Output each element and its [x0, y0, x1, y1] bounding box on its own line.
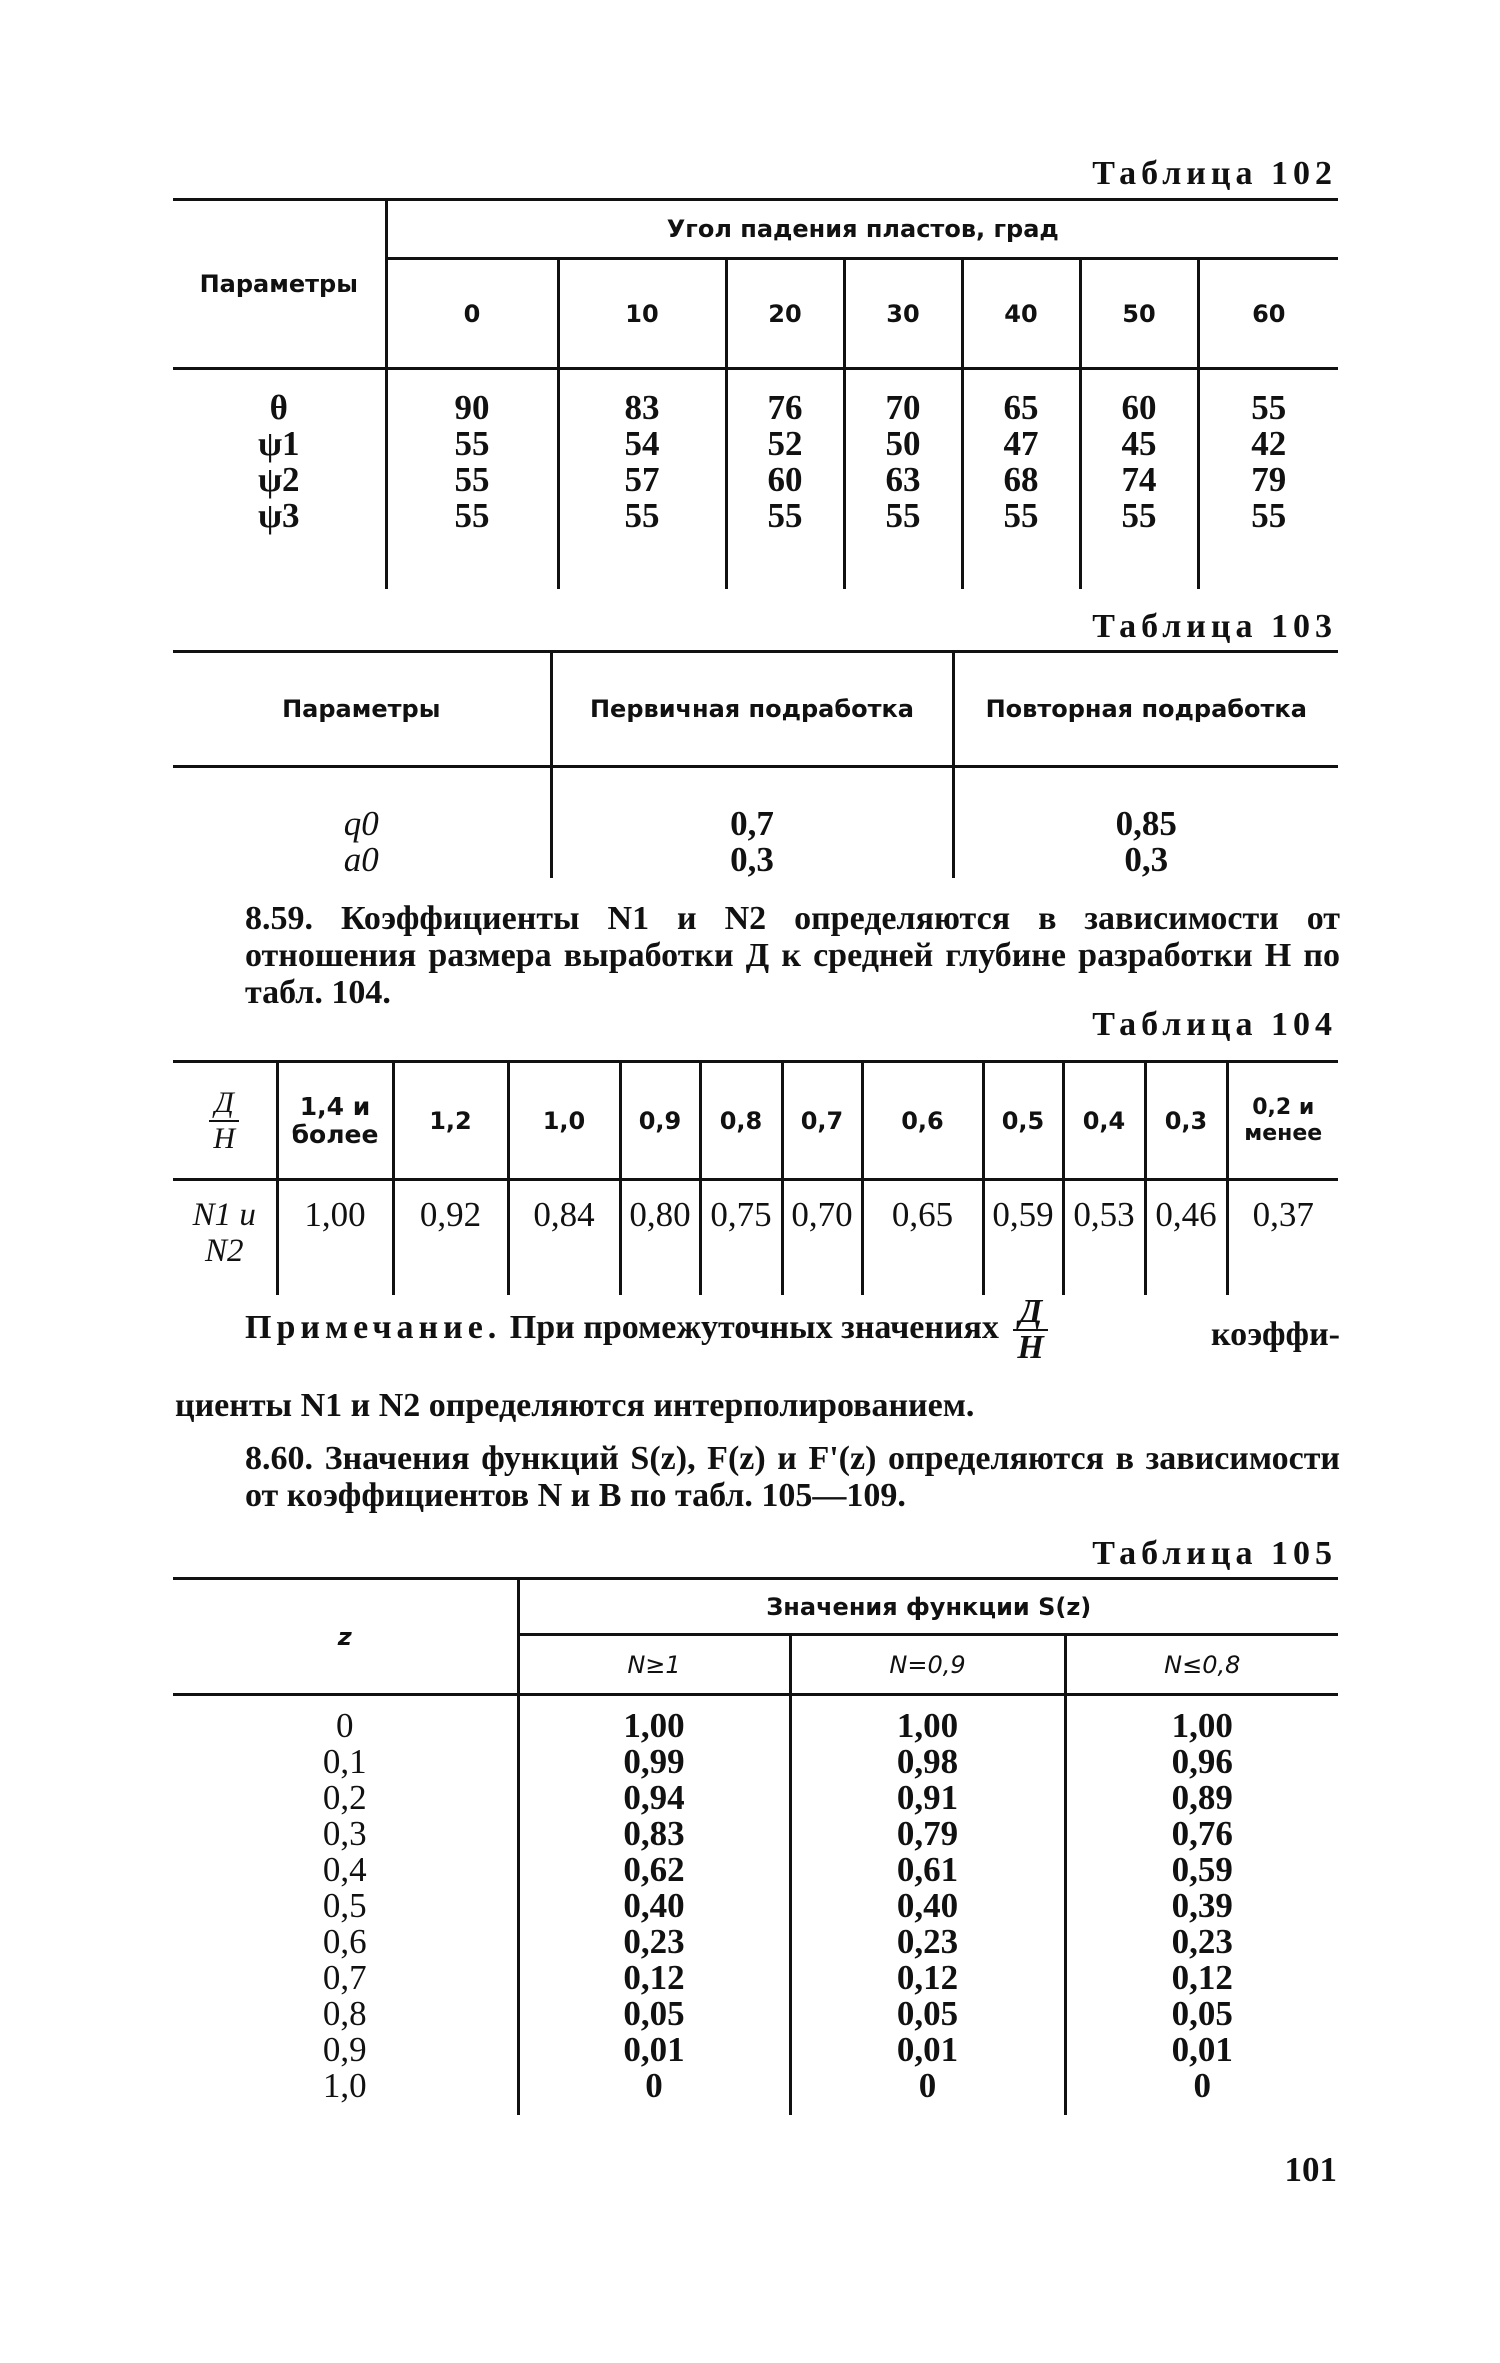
t105-caption: Таблица 105 — [1092, 1535, 1337, 1572]
t102-angle-header: 50 — [1080, 259, 1198, 369]
table-104 — [173, 1060, 1338, 1295]
t103-caption: Таблица 103 — [1092, 608, 1337, 645]
t104-row-label: N1 и N2 — [192, 1197, 256, 1269]
t105-z-header: z — [173, 1579, 518, 1695]
table-102 — [173, 198, 1338, 589]
t102-col: 76 52 60 55 — [726, 369, 844, 589]
t105-group-header: Значения функции S(z) — [518, 1579, 1338, 1635]
table-105 — [173, 1577, 1338, 2115]
t104-header: 1,0 — [508, 1062, 620, 1180]
t102-col: 83 54 57 55 — [558, 369, 726, 589]
t103-row-labels: q0 a0 — [343, 804, 379, 879]
t105-col-n-ge-1: 1,00 0,99 0,94 0,83 0,62 0,40 0,23 0,12 0,05 0,01 0 — [518, 1695, 790, 2115]
note-paragraph: Примечание. При промежуточных значениях $\frac{Д}{Н}$ коэффи- — [245, 1293, 1340, 1366]
t103-header: Параметры — [173, 652, 551, 767]
t104-value: 0,59 — [983, 1180, 1063, 1295]
t104-header: 0,4 — [1063, 1062, 1145, 1180]
t102-angle-header: 0 — [386, 259, 558, 369]
t104-value: 0,92 — [393, 1180, 508, 1295]
t102-angle-header: 40 — [962, 259, 1080, 369]
t105-col-n-0-9: 1,00 0,98 0,91 0,79 0,61 0,40 0,23 0,12 0,05 0,01 0 — [790, 1695, 1065, 2115]
table-103 — [173, 650, 1338, 878]
t104-header: 0,2 и менее — [1227, 1062, 1338, 1180]
t104-value: 0,80 — [620, 1180, 700, 1295]
t104-value: 0,37 — [1227, 1180, 1338, 1295]
t102-col: 90 55 55 55 — [386, 369, 558, 589]
t103-col-primary: 0,7 0,3 — [551, 767, 953, 879]
t102-row-labels: θ ψ1 ψ2 ψ3 — [257, 388, 300, 535]
t103-header: Первичная подработка — [551, 652, 953, 767]
t102-group-header: Угол падения пластов, град — [386, 200, 1338, 259]
paragraph-8-60: 8.60. Значения функций S(z), F(z) и F'(z) определяются в зависимости от коэффициентов N и B по табл. 105—109. — [245, 1440, 1340, 1514]
t104-value: 0,70 — [782, 1180, 862, 1295]
t103-col-repeat: 0,85 0,3 — [953, 767, 1338, 879]
t104-value: 0,65 — [862, 1180, 983, 1295]
paragraph-8-59: 8.59. Коэффициенты N1 и N2 определяются в зависимости от отношения размера выработки Д к средней глубине разработки Н по табл. 104. — [245, 900, 1340, 1011]
t102-param-header: Параметры — [173, 200, 386, 369]
t105-sub-header: N=0,9 — [790, 1635, 1065, 1695]
t102-col: 65 47 68 55 — [962, 369, 1080, 589]
t105-z-col: 0 0,1 0,2 0,3 0,4 0,5 0,6 0,7 0,8 0,9 1,0 — [322, 1706, 367, 2105]
t105-col-n-le-0-8: 1,00 0,96 0,89 0,76 0,59 0,39 0,23 0,12 0,05 0,01 0 — [1065, 1695, 1338, 2115]
t104-header: 1,4 и более — [277, 1062, 393, 1180]
note-fraction: $\frac{Д}{Н}$ — [1013, 1295, 1047, 1365]
t102-col: 70 50 63 55 — [844, 369, 962, 589]
t105-sub-header: N≥1 — [518, 1635, 790, 1695]
t102-angle-header: 60 — [1198, 259, 1338, 369]
t103-header: Повторная подработка — [953, 652, 1338, 767]
t104-value: 0,53 — [1063, 1180, 1145, 1295]
t102-angle-header: 20 — [726, 259, 844, 369]
t104-caption: Таблица 104 — [1092, 1006, 1337, 1043]
t102-angle-header: 10 — [558, 259, 726, 369]
t104-header: 0,8 — [700, 1062, 782, 1180]
t104-value: 1,00 — [277, 1180, 393, 1295]
t104-value: 0,75 — [700, 1180, 782, 1295]
t104-header: 0,7 — [782, 1062, 862, 1180]
t104-value: 0,84 — [508, 1180, 620, 1295]
t104-header: 0,3 — [1145, 1062, 1227, 1180]
t104-header: 1,2 — [393, 1062, 508, 1180]
t102-col: 55 42 79 55 — [1198, 369, 1338, 589]
t102-angle-header: 30 — [844, 259, 962, 369]
t102-col: 60 45 74 55 — [1080, 369, 1198, 589]
t102-caption: Таблица 102 — [1092, 155, 1337, 192]
t104-ratio-header: $\frac{Д}{Н}$ — [173, 1062, 277, 1180]
t105-sub-header: N≤0,8 — [1065, 1635, 1338, 1695]
note-label: Примечание. — [245, 1308, 502, 1346]
t104-value: 0,46 — [1145, 1180, 1227, 1295]
t104-header: 0,6 — [862, 1062, 983, 1180]
t104-header: 0,9 — [620, 1062, 700, 1180]
page-number: 101 — [1284, 2150, 1337, 2189]
t104-header: 0,5 — [983, 1062, 1063, 1180]
note-line-2: циенты N1 и N2 определяются интерполированием. — [175, 1387, 975, 1424]
